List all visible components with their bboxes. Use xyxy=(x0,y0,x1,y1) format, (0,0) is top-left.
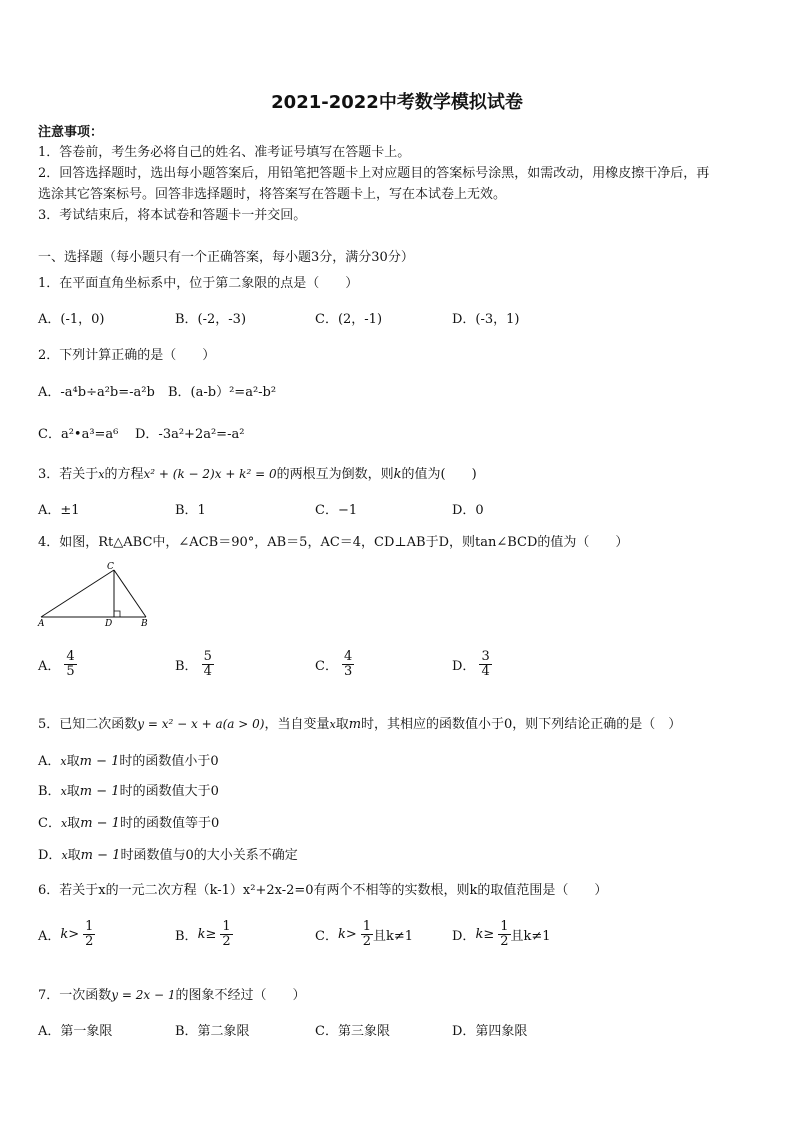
label-d: D xyxy=(105,619,113,628)
q2-option-a: A．-a⁴b÷a²b=-a²b xyxy=(38,385,155,400)
q7-option-a: A．第一象限 xyxy=(38,1024,113,1039)
q4-option-a: A． $\frac{4}{5}$ xyxy=(38,649,75,679)
label-b: B xyxy=(141,619,148,628)
q7-option-d: D．第四象限 xyxy=(452,1024,528,1039)
q1-option-a: A．(-1，0) xyxy=(38,312,105,327)
q5-option-b: B．x取m − 1时的函数值大于0 xyxy=(38,784,219,799)
q6-option-c: C．k> $\frac{1}{2}$ 且k≠1 xyxy=(315,919,414,949)
q2-option-b: B．(a-b）²=a²-b² xyxy=(168,385,277,400)
q3-equation: x² + (k − 2)x + k² = 0 xyxy=(143,467,277,481)
label-c: C xyxy=(107,562,114,572)
note-item: 选涂其它答案标号。回答非选择题时，将答案写在答题卡上，写在本试卷上无效。 xyxy=(38,187,507,202)
question-1-stem: 1．在平面直角坐标系中，位于第二象限的点是（ ） xyxy=(38,276,359,291)
q5-function: y = x² − x + a(a > 0) xyxy=(137,717,265,731)
q7-function: y = 2x − 1 xyxy=(111,988,176,1002)
q1-option-b: B．(-2，-3) xyxy=(175,312,247,327)
q1-option-d: D．(-3，1) xyxy=(452,312,520,327)
q3-stem-c: 的两根互为倒数，则 xyxy=(276,467,394,482)
right-angle-mark xyxy=(114,611,120,617)
note-item: 2．回答选择题时，选出每小题答案后，用铅笔把答题卡上对应题目的答案标号涂黑，如需改动，用橡皮擦干净后，再 xyxy=(38,166,710,181)
q2-option-d: D．-3a²+2a²=-a² xyxy=(135,427,245,442)
q7-option-c: C．第三象限 xyxy=(315,1024,390,1039)
q5-option-c: C．x取m − 1时的函数值等于0 xyxy=(38,816,220,831)
question-4-stem: 4．如图，Rt△ABC中，∠ACB＝90°，AB＝5，AC＝4，CD⊥AB于D，则tan∠BCD的值为（ ） xyxy=(38,535,629,550)
q2-option-c: C．a²•a³=a⁶ xyxy=(38,427,119,442)
q5-option-d: D．x取m − 1时函数值与0的大小关系不确定 xyxy=(38,848,298,863)
question-7-stem: 7．一次函数y = 2x − 1的图象不经过（ ） xyxy=(38,988,306,1003)
notes-heading: 注意事项： xyxy=(38,125,104,140)
question-6-stem: 6．若关于x的一元二次方程（k-1）x²+2x-2=0有两个不相等的实数根，则k的取值范围是（ ） xyxy=(38,883,608,898)
q6-option-d: D．k≥ $\frac{1}{2}$ 且k≠1 xyxy=(452,919,551,949)
section-heading: 一、选择题（每小题只有一个正确答案，每小题3分，满分30分） xyxy=(38,250,414,265)
q3-stem-b: 的方程 xyxy=(104,467,144,482)
question-2-stem: 2．下列计算正确的是（ ） xyxy=(38,348,216,363)
note-item: 1．答卷前，考生务必将自己的姓名、准考证号填写在答题卡上。 xyxy=(38,145,411,160)
q3-var-x: x xyxy=(98,468,105,481)
question-5-stem: 5．已知二次函数y = x² − x + a(a > 0)，当自变量x取m时，其相应的函数值小于0，则下列结论正确的是（ ） xyxy=(38,717,682,732)
side-ac xyxy=(41,570,114,617)
q3-var-k: k xyxy=(393,467,402,482)
page-title: 2021-2022中考数学模拟试卷 xyxy=(271,92,523,113)
q6-option-b: B．k≥ $\frac{1}{2}$ xyxy=(175,919,231,949)
q3-option-a: A．±1 xyxy=(38,503,80,518)
q4-option-c: C． $\frac{4}{3}$ xyxy=(315,649,353,679)
q3-stem-d: 的值为( ) xyxy=(401,467,477,482)
q4-option-b: B． $\frac{5}{4}$ xyxy=(175,649,212,679)
q1-option-c: C．(2，-1) xyxy=(315,312,383,327)
q7-option-b: B．第二象限 xyxy=(175,1024,250,1039)
question-3-stem xyxy=(38,463,477,482)
q6-option-a: A．k> $\frac{1}{2}$ xyxy=(38,919,94,949)
side-bc xyxy=(114,570,146,617)
q5-option-a: A．x取m − 1时的函数值小于0 xyxy=(38,754,219,769)
q3-option-b: B．1 xyxy=(175,503,206,518)
q3-option-d: D．0 xyxy=(452,503,484,518)
triangle-figure xyxy=(36,560,151,628)
label-a: A xyxy=(38,619,45,628)
q4-option-d: D． $\frac{3}{4}$ xyxy=(452,649,490,679)
q3-option-c: C．−1 xyxy=(315,503,358,518)
q3-stem-a: 3．若关于 xyxy=(38,467,99,482)
note-item: 3．考试结束后，将本试卷和答题卡一并交回。 xyxy=(38,208,307,223)
